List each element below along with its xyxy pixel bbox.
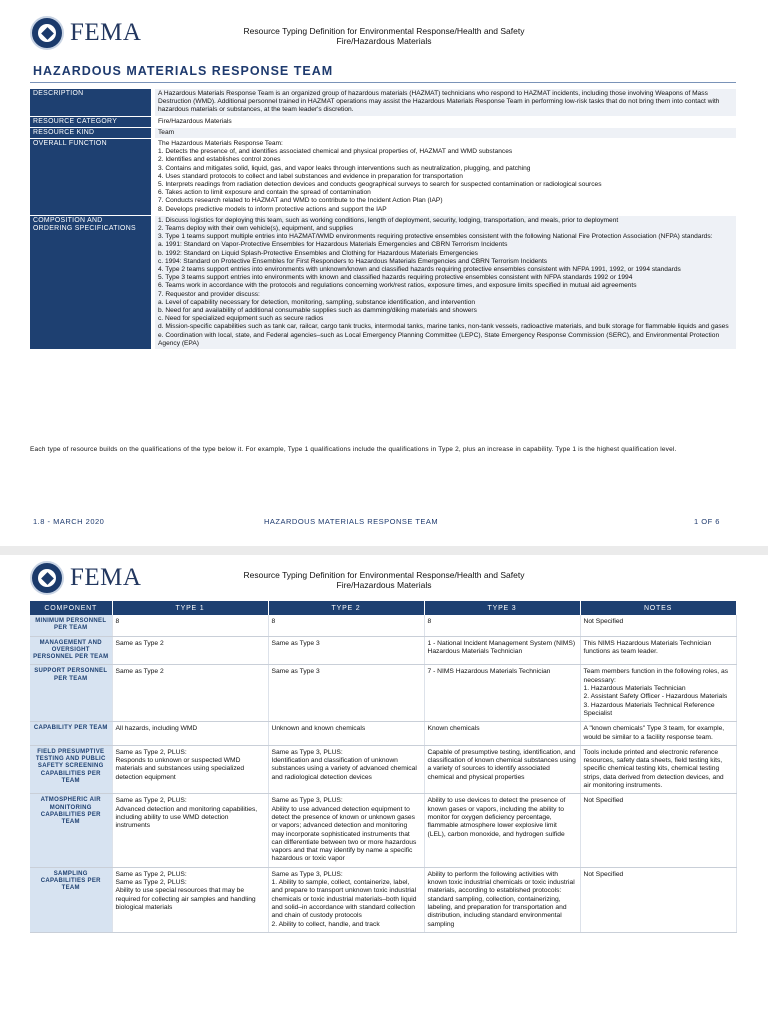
- cell-text-line: Unknown and known chemicals: [271, 725, 366, 733]
- cell-text-line: This NIMS Hazardous Materials Technician functions as team leader.: [583, 639, 712, 655]
- list-item: 5. Interprets readings from radiation detection devices and conducts geographical surveys to search for suspected contamination or radiological sources: [158, 181, 602, 189]
- row-value: Fire/Hazardous Materials: [155, 117, 736, 127]
- list-item: 8. Develops predictive models to inform protective actions and support the IAP: [158, 205, 387, 213]
- list-item: 3. Contains and mitigates solid, liquid, gas, and vapor leaks through interventions such as neutralization, plugging, and patching: [158, 164, 531, 172]
- components-table-body: [30, 615, 736, 932]
- notes-cell: [580, 722, 736, 746]
- cell-text-line: Tools include printed and electronic reference resources, safety data sheets, field testing kits, specific chemical testing kits, chemical testing strips, data derived from detection devices, and air monitoring instruments.: [583, 748, 724, 790]
- type3-cell: [424, 615, 580, 636]
- component-cell: [30, 794, 112, 867]
- cell-text-line: Ability to use special resources that may be required for collecting air samples and handling biological materials: [115, 887, 256, 911]
- cell-text-line: Same as Type 2, PLUS:: [115, 879, 187, 887]
- document-page-2: [0, 555, 768, 1024]
- definition-row-kind: [30, 128, 736, 138]
- footer-page-number: 1 OF 6: [694, 517, 720, 526]
- list-item: 1. Discuss logistics for deploying this team, such as working conditions, length of deployment, security, lodging, transportation, and meals, prior to deployment: [158, 216, 619, 224]
- header-title-line2: Fire/Hazardous Materials: [336, 580, 432, 590]
- type3-cell: [424, 665, 580, 722]
- type1-cell: [112, 636, 268, 665]
- column-header: TYPE 2: [268, 601, 424, 615]
- list-item: d. Mission-specific capabilities such as tank car, railcar, cargo tank trucks, intermodal tanks, marine tanks, non-tank vessels, radioactive materials, and bulk storage for flammable liquids and gases: [158, 323, 729, 331]
- component-cell: [30, 867, 112, 932]
- cell-text-line: Same as Type 2, PLUS:: [115, 797, 187, 805]
- table-row: [30, 665, 736, 722]
- table-header-row: [30, 601, 736, 615]
- type1-cell: [112, 745, 268, 793]
- definition-row-description: [30, 89, 736, 116]
- document-header-title: [170, 26, 598, 46]
- logo-text: FEMA: [70, 19, 142, 46]
- components-table: [30, 601, 737, 933]
- type1-cell: [112, 794, 268, 867]
- cell-text-line: Known chemicals: [427, 725, 480, 733]
- type2-cell: [268, 745, 424, 793]
- column-header: TYPE 3: [424, 601, 580, 615]
- type2-cell: [268, 867, 424, 932]
- row-label: RESOURCE CATEGORY: [30, 117, 155, 127]
- cell-text-line: Same as Type 3, PLUS:: [271, 748, 343, 756]
- cell-text-line: Not Specified: [583, 870, 624, 878]
- notes-cell: [580, 636, 736, 665]
- cell-text-line: Same as Type 3: [271, 668, 320, 676]
- list-item: c. 1994: Standard on Protective Ensembles for First Responders to Hazardous Materials Emergencies and CBRN Terrorism Incidents: [158, 257, 548, 265]
- cell-text-line: Responds to unknown or suspected WMD materials and substances using specialized detection equipment: [115, 757, 245, 781]
- cell-text-line: Ability to perform the following activities with known toxic industrial chemicals or toxic industrial materials, according to established protocols: standard sampling, collection, containerizing, labeling, and preparation for transportation and distribution, including standard environmental sampling: [427, 870, 575, 928]
- cell-text-line: 8: [271, 618, 276, 625]
- list-item: 2. Identifies and establishes control zones: [158, 156, 281, 164]
- cell-text-line: 8: [427, 618, 432, 625]
- cell-text-line: Ability to use devices to detect the presence of known gases or vapors, including the ability to monitor for oxygen deficiency percentage, flammable atmosphere lower explosive limit (LEL), carbon monoxide, and hydrogen sulfide: [427, 797, 566, 838]
- list-item: b. Need for and availability of additional consumable supplies such as damming/diking materials and showers: [158, 307, 477, 315]
- type2-cell: [268, 722, 424, 746]
- column-header: NOTES: [580, 601, 736, 615]
- type3-cell: [424, 636, 580, 665]
- type-qualification-note: Each type of resource builds on the qualifications of the type below it. For example, Type 1 qualifications include the qualifications in Type 2, plus an increase in capability. Type 1 is the highest qualification level.: [30, 446, 677, 453]
- notes-cell: [580, 615, 736, 636]
- table-row: [30, 867, 736, 932]
- definition-row-category: [30, 117, 736, 127]
- footer-title: HAZARDOUS MATERIALS RESPONSE TEAM: [264, 517, 439, 526]
- row-label: RESOURCE KIND: [30, 128, 155, 138]
- type2-cell: [268, 615, 424, 636]
- cell-text-line: Identification and classification of unknown substances using a variety of advanced chemical and radiological detection devices: [271, 757, 417, 781]
- cell-text-line: ATMOSPHERIC AIR MONITORING CAPABILITIES PER TEAM: [40, 797, 101, 826]
- list-item: 3. Type 1 teams support multiple entries into HAZMAT/WMD environments requiring protective ensembles consistent with the following National Fire Protection Association (NFPA) standards:: [158, 233, 713, 241]
- list-item: 7. Requestor and provider discuss:: [158, 290, 260, 298]
- dhs-seal-icon: [30, 16, 64, 50]
- type1-cell: [112, 867, 268, 932]
- row-value: A Hazardous Materials Response Team is an organized group of hazardous materials (HAZMAT) technicians who respond to HAZMAT incidents, including those involving Weapons of Mass Destruction (WMD). Additional personnel trained in HAZMAT operations may assist the Hazardous Materials Response Team in performing low-risk tasks that do not bring them into contact with hazardous materials or substances, at the team leader's discretion.: [155, 89, 736, 116]
- row-value-list: [155, 139, 736, 215]
- row-label: DESCRIPTION: [30, 89, 155, 116]
- list-item: a. 1991: Standard on Vapor-Protective Ensembles for Hazardous Materials Emergencies and CBRN Terrorism Incidents: [158, 241, 508, 249]
- type1-cell: [112, 615, 268, 636]
- component-cell: [30, 636, 112, 665]
- list-item: 4. Uses standard protocols to collect and label substances and evidence in preparation for transportation: [158, 172, 463, 180]
- notes-cell: [580, 794, 736, 867]
- type2-cell: [268, 636, 424, 665]
- type3-cell: [424, 794, 580, 867]
- cell-text-line: CAPABILITY PER TEAM: [33, 725, 108, 732]
- list-item: The Hazardous Materials Response Team:: [158, 140, 283, 148]
- cell-text-line: Same as Type 3, PLUS:: [271, 870, 343, 878]
- component-cell: [30, 665, 112, 722]
- row-label-line: COMPOSITION AND: [33, 216, 103, 224]
- cell-text-line: Capable of presumptive testing, identification, and classification of known chemical substances using a variety of sources to identify associated chemical and physical properties: [427, 748, 576, 781]
- fema-logo: [30, 561, 141, 595]
- cell-text-line: SAMPLING CAPABILITIES PER TEAM: [40, 870, 101, 892]
- list-item: b. 1992: Standard on Liquid Splash-Protective Ensembles and Clothing for Hazardous Materials Emergencies: [158, 249, 478, 257]
- type1-cell: [112, 665, 268, 722]
- column-header: COMPONENT: [30, 601, 112, 615]
- notes-cell: [580, 665, 736, 722]
- cell-text-line: Ability to use advanced detection equipment to detect the presence of known or unknown gases or vapors; advanced detection and monitoring may incorporate sophisticated instruments that can differentiate between two or more hazardous vapors and that may identify by name a specific hazardous or toxic vapor: [271, 805, 417, 863]
- list-item: 4. Type 2 teams support entries into environments with unknown/known and classified hazards requiring protective ensembles consistent with NFPA 1991, 1992, or 1994 standards: [158, 266, 681, 274]
- component-cell: [30, 722, 112, 746]
- cell-text-line: Same as Type 3, PLUS:: [271, 797, 343, 805]
- list-item: a. Level of capability necessary for detection, monitoring, sampling, substance identification, and intervention: [158, 298, 476, 306]
- cell-text-line: Not Specified: [583, 618, 624, 625]
- row-value-list: [155, 216, 736, 349]
- type1-cell: [112, 722, 268, 746]
- cell-text-line: 2. Assistant Safety Officer - Hazardous Materials: [583, 693, 728, 701]
- cell-text-line: 8: [115, 618, 120, 625]
- notes-cell: [580, 745, 736, 793]
- notes-cell: [580, 867, 736, 932]
- cell-text-line: Not Specified: [583, 797, 624, 805]
- cell-text-line: Team members function in the following roles, as necessary:: [583, 668, 729, 684]
- cell-text-line: SUPPORT PERSONNEL PER TEAM: [34, 668, 108, 682]
- row-value: Team: [155, 128, 736, 138]
- logo-text: FEMA: [70, 564, 142, 591]
- row-label: [30, 216, 155, 349]
- section-title: HAZARDOUS MATERIALS RESPONSE TEAM: [33, 64, 334, 78]
- table-row: [30, 722, 736, 746]
- cell-text-line: 1 - National Incident Management System (NIMS) Hazardous Materials Technician: [427, 639, 576, 655]
- list-item: 2. Teams deploy with their own vehicle(s), equipment, and supplies: [158, 225, 354, 233]
- header-title-line2: Fire/Hazardous Materials: [336, 36, 432, 46]
- section-divider: [30, 82, 736, 83]
- definition-row-composition: [30, 216, 736, 349]
- cell-text-line: MINIMUM PERSONNEL PER TEAM: [35, 618, 107, 632]
- cell-text-line: FIELD PRESUMPTIVE TESTING AND PUBLIC SAFETY SCREENING CAPABILITIES PER TEAM: [35, 748, 106, 785]
- table-row: [30, 615, 736, 636]
- row-label-line: ORDERING SPECIFICATIONS: [33, 225, 136, 233]
- dhs-seal-icon: [30, 561, 64, 595]
- cell-text-line: Same as Type 2: [115, 639, 164, 647]
- cell-text-line: 2. Ability to collect, handle, and track: [271, 920, 380, 928]
- type2-cell: [268, 665, 424, 722]
- cell-text-line: 1. Hazardous Materials Technician: [583, 685, 686, 693]
- cell-text-line: Same as Type 2: [115, 668, 164, 676]
- component-cell: [30, 615, 112, 636]
- fema-logo: [30, 16, 141, 50]
- table-row: [30, 636, 736, 665]
- type3-cell: [424, 745, 580, 793]
- header-title-line1: Resource Typing Definition for Environmental Response/Health and Safety: [243, 26, 525, 36]
- definition-table: [30, 88, 736, 350]
- cell-text-line: A "known chemicals" Type 3 team, for example, would be similar to a facility response team.: [583, 725, 725, 741]
- cell-text-line: MANAGEMENT AND OVERSIGHT PERSONNEL PER TEAM: [33, 639, 109, 661]
- cell-text-line: All hazards, including WMD: [115, 725, 198, 733]
- type3-cell: [424, 867, 580, 932]
- cell-text-line: 3. Hazardous Materials Technical Reference Specialist: [583, 701, 715, 717]
- cell-text-line: Same as Type 2, PLUS:: [115, 870, 187, 878]
- list-item: 6. Takes action to limit exposure and contain the spread of contamination: [158, 189, 371, 197]
- definition-row-overall-function: [30, 139, 736, 215]
- table-row: [30, 745, 736, 793]
- cell-text-line: 7 - NIMS Hazardous Materials Technician: [427, 668, 551, 676]
- list-item: e. Coordination with local, state, and Federal agencies–such as Local Emergency Planning Committee (LEPC), State Emergency Response Commission (SERC), and Environmental Protection Agency (EPA): [158, 331, 720, 347]
- cell-text-line: Advanced detection and monitoring capabilities, including ability to use WMD detection instruments: [115, 805, 258, 830]
- list-item: 7. Conducts research related to HAZMAT and WMD to contribute to the Incident Action Plan (IAP): [158, 197, 443, 205]
- document-header-title: [170, 570, 598, 590]
- type2-cell: [268, 794, 424, 867]
- list-item: 6. Teams work in accordance with the protocols and regulations concerning work/rest ratios, exposure times, and exposure limits specified in mutual aid agreements: [158, 282, 637, 290]
- list-item: 1. Detects the presence of, and identifies associated chemical and physical properties of, HAZMAT and WMD substances: [158, 148, 513, 156]
- header-title-line1: Resource Typing Definition for Environmental Response/Health and Safety: [243, 570, 525, 580]
- row-label: OVERALL FUNCTION: [30, 139, 155, 215]
- cell-text-line: 1. Ability to sample, collect, containerize, label, and prepare to transport unknown toxic industrial chemicals or toxic industrial materials–both liquid and solid–in accordance with standard collection and chain of custody protocols: [271, 879, 417, 920]
- cell-text-line: Same as Type 2, PLUS:: [115, 748, 187, 756]
- component-cell: [30, 745, 112, 793]
- type3-cell: [424, 722, 580, 746]
- cell-text-line: Same as Type 3: [271, 639, 320, 647]
- list-item: 5. Type 3 teams support entries into environments with known and classified hazards requiring protective ensembles consistent with NFPA standards 1992 or 1994: [158, 274, 633, 282]
- footer-version: 1.8 - MARCH 2020: [33, 517, 105, 526]
- list-item: c. Need for specialized equipment such as secure radios: [158, 315, 324, 323]
- table-row: [30, 794, 736, 867]
- column-header: TYPE 1: [112, 601, 268, 615]
